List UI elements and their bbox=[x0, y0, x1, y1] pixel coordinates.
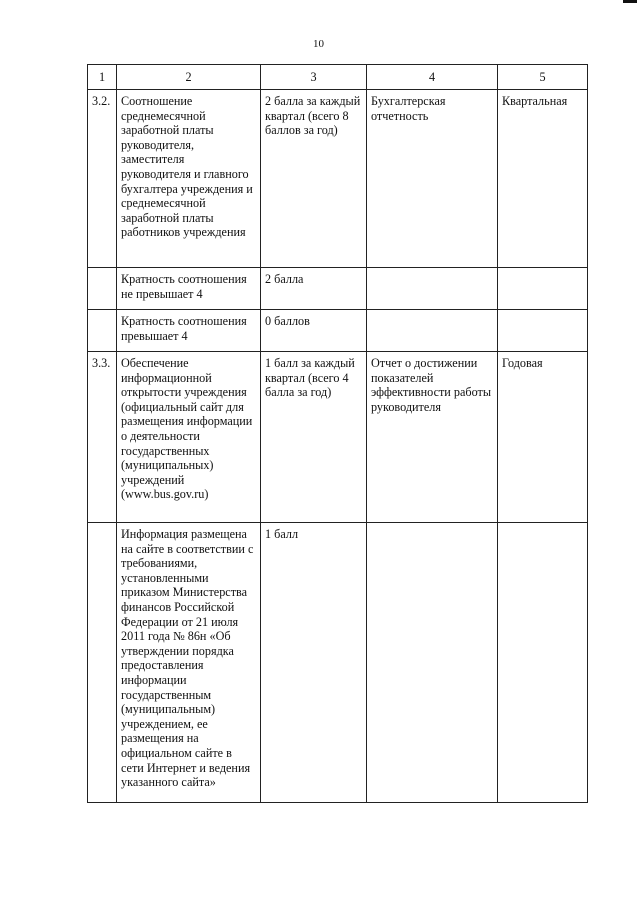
row-number-cell bbox=[88, 268, 117, 310]
period-cell bbox=[498, 310, 588, 352]
column-number-header: 4 bbox=[367, 65, 498, 90]
column-number-header: 2 bbox=[117, 65, 261, 90]
indicator-cell: Соотношение среднемесячной заработной платы руководителя, заместителя руководителя и главного бухгалтера учреждения и среднемесячной заработной платы работников учреждения bbox=[117, 90, 261, 268]
score-cell: 0 баллов bbox=[261, 310, 367, 352]
score-cell: 2 балла bbox=[261, 268, 367, 310]
row-number-cell: 3.2. bbox=[88, 90, 117, 268]
source-cell: Бухгалтерская отчетность bbox=[367, 90, 498, 268]
period-cell: Годовая bbox=[498, 352, 588, 523]
indicator-cell: Обеспечение информационной открытости учреждения (официальный сайт для размещения информации о деятельности государственных (муниципальных) учреждений (www.bus.gov.ru) bbox=[117, 352, 261, 523]
table-row bbox=[88, 268, 588, 310]
source-cell bbox=[367, 523, 498, 803]
row-number-cell: 3.3. bbox=[88, 352, 117, 523]
period-cell bbox=[498, 523, 588, 803]
page-number: 10 bbox=[313, 38, 324, 50]
table-row bbox=[88, 90, 588, 268]
row-number-cell bbox=[88, 310, 117, 352]
score-cell: 2 балла за каждый квартал (всего 8 баллов за год) bbox=[261, 90, 367, 268]
table-row bbox=[88, 352, 588, 523]
scan-edge-mark bbox=[623, 0, 637, 3]
period-cell bbox=[498, 268, 588, 310]
criteria-table bbox=[87, 64, 588, 803]
column-number-header: 3 bbox=[261, 65, 367, 90]
table-row bbox=[88, 523, 588, 803]
table-header-row bbox=[88, 65, 588, 90]
indicator-cell: Информация размещена на сайте в соответствии с требованиями, установленными приказом Министерства финансов Российской Федерации от 21 июля 2011 года № 86н «Об утверждении порядка предоставления информации государственным (муниципальным) учреждением, ее размещения на официальном сайте в сети Интернет и ведения указанного сайта» bbox=[117, 523, 261, 803]
indicator-cell: Кратность соотношения превышает 4 bbox=[117, 310, 261, 352]
row-number-cell bbox=[88, 523, 117, 803]
table-row bbox=[88, 310, 588, 352]
column-number-header: 5 bbox=[498, 65, 588, 90]
period-cell: Квартальная bbox=[498, 90, 588, 268]
indicator-cell: Кратность соотношения не превышает 4 bbox=[117, 268, 261, 310]
source-cell bbox=[367, 268, 498, 310]
score-cell: 1 балл bbox=[261, 523, 367, 803]
column-number-header: 1 bbox=[88, 65, 117, 90]
score-cell: 1 балл за каждый квартал (всего 4 балла за год) bbox=[261, 352, 367, 523]
source-cell: Отчет о достижении показателей эффективности работы руководителя bbox=[367, 352, 498, 523]
source-cell bbox=[367, 310, 498, 352]
